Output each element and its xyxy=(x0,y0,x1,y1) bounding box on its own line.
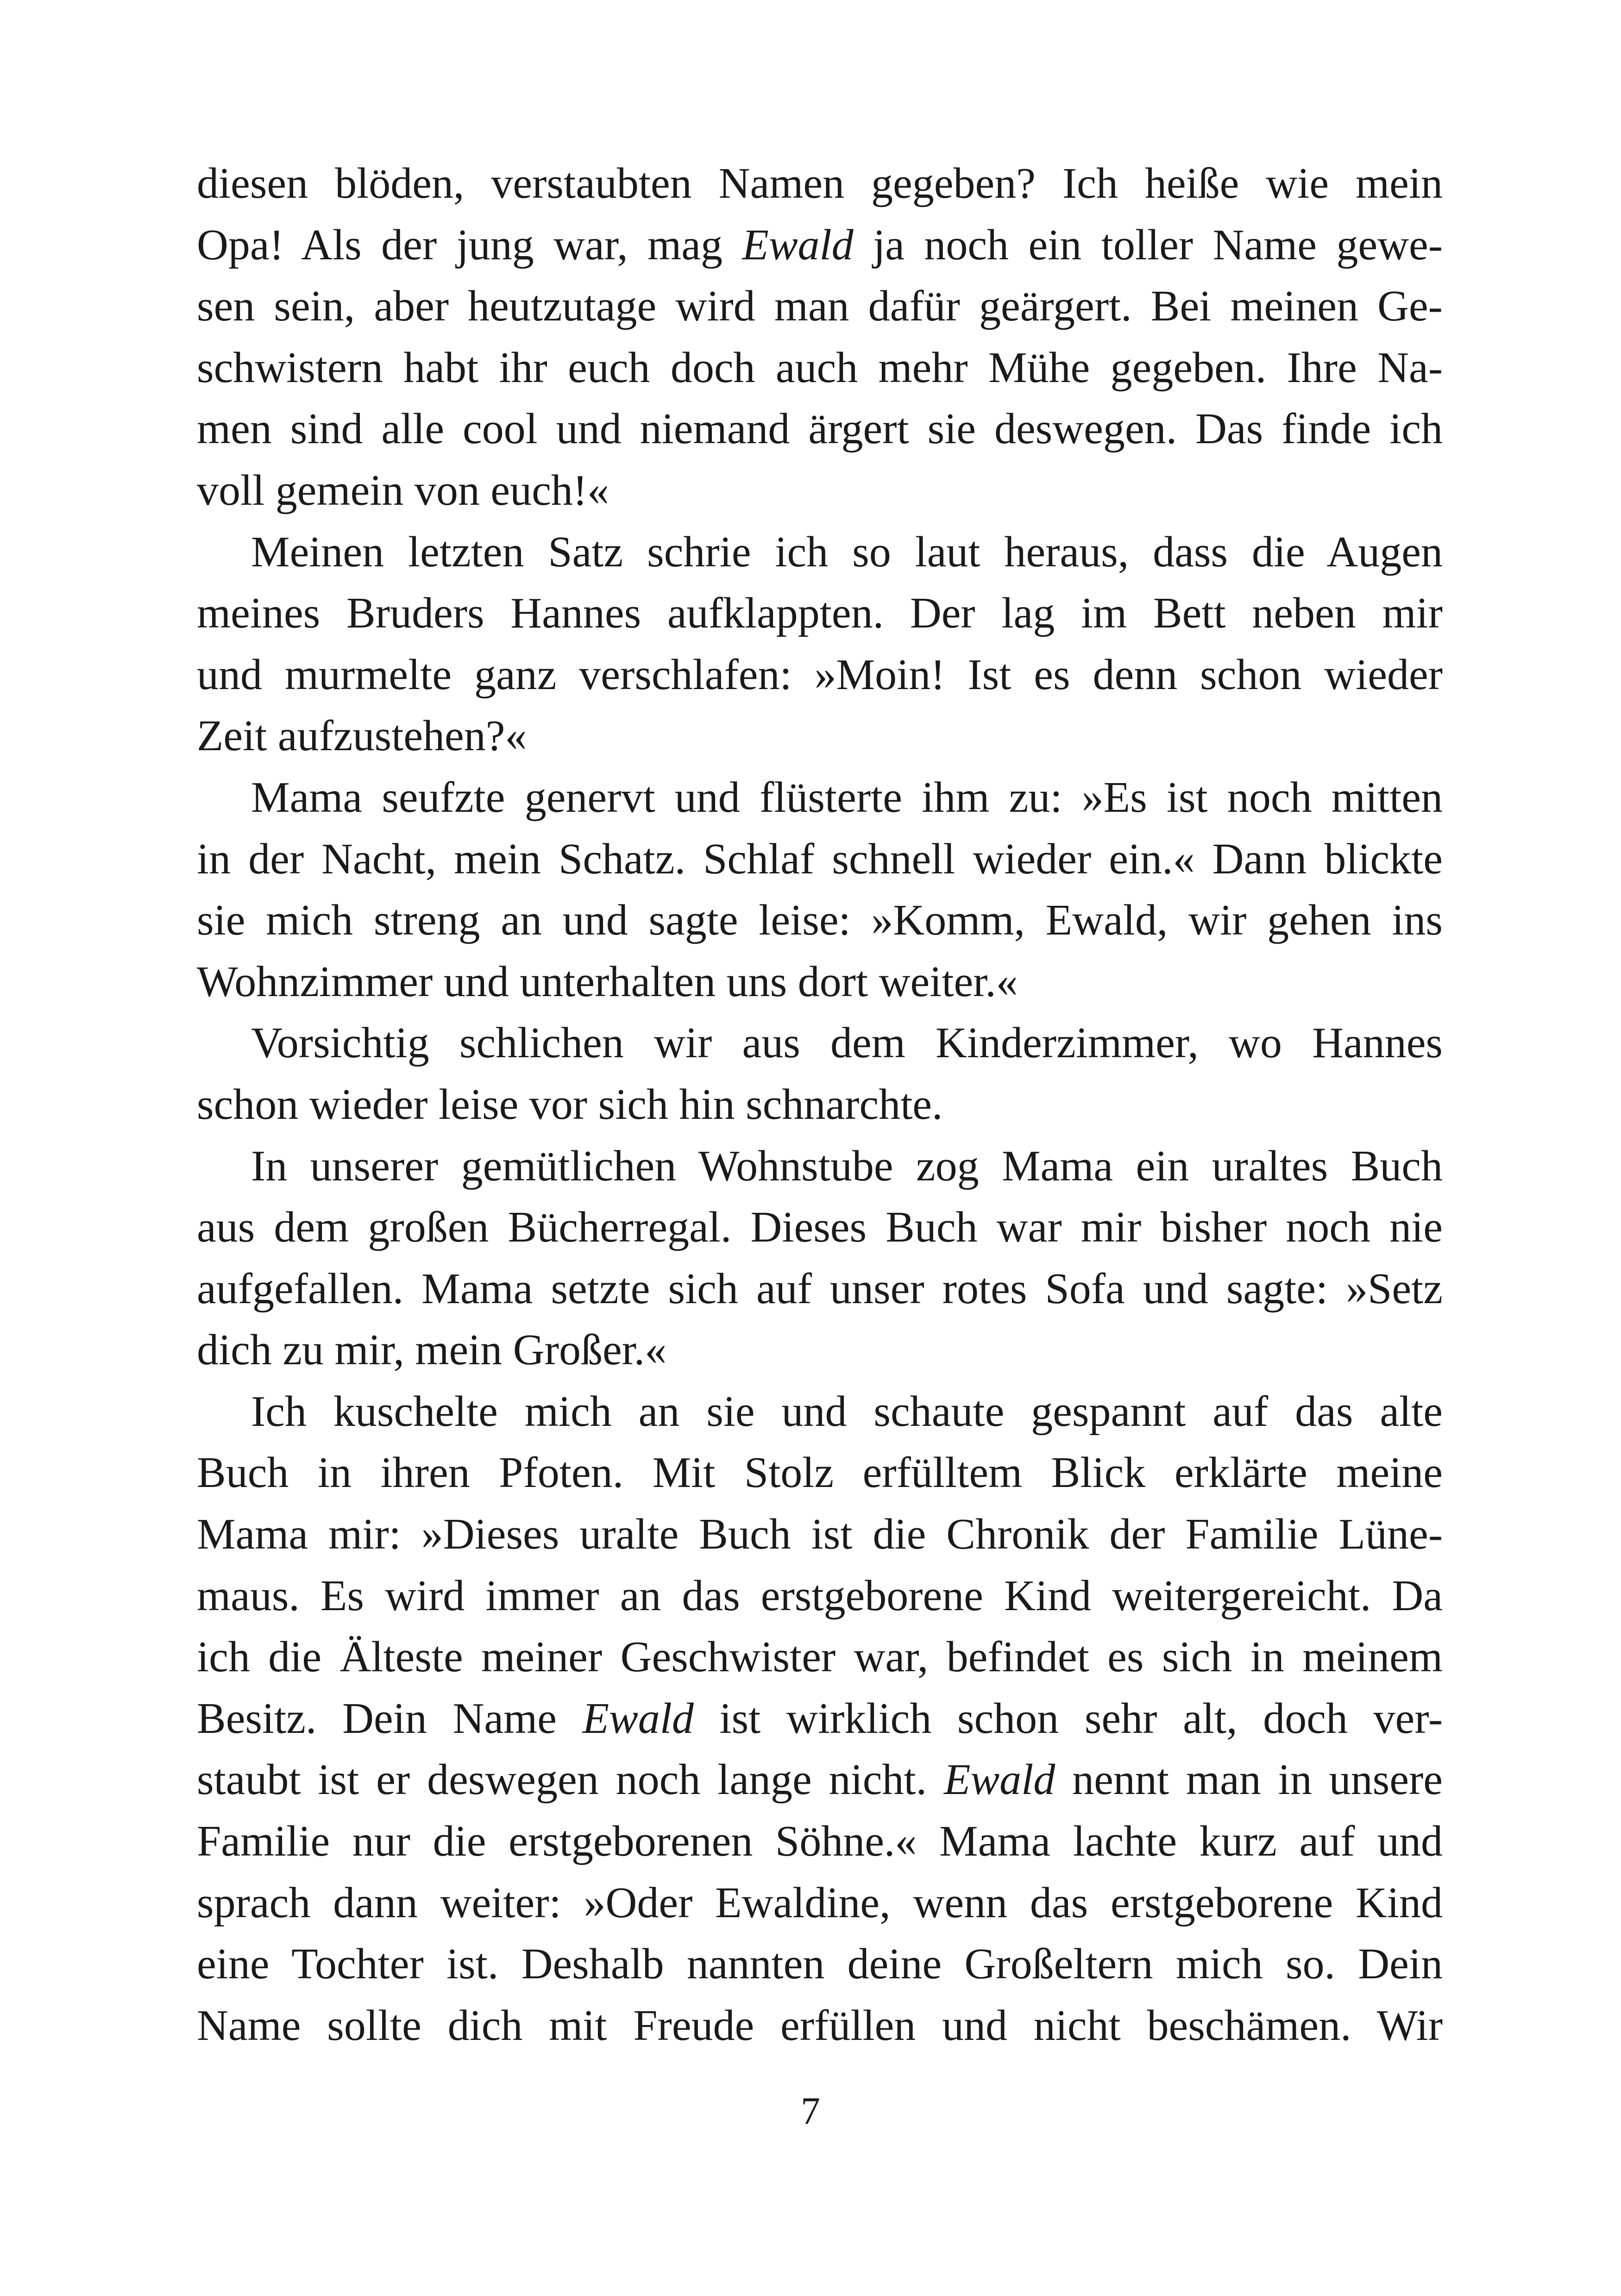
text-line: und murmelte ganz verschlafen: »Moin! Ist es denn schon wieder xyxy=(197,650,1443,699)
text-line: schon wieder leise vor sich hin schnarchte. xyxy=(197,1080,943,1129)
text-line: men sind alle cool und niemand ärgert sie deswegen. Das finde ich xyxy=(197,405,1443,453)
text-line: dich zu mir, mein Großer.« xyxy=(197,1326,667,1374)
text-line: sprach dann weiter: »Oder Ewaldine, wenn das erstgeborene Kind xyxy=(197,1878,1443,1927)
text-line: ich die Älteste meiner Geschwister war, befindet es sich in meinem xyxy=(197,1633,1443,1681)
text-line: Opa! Als der jung war, mag Ewald ja noch ein toller Name gewe- xyxy=(197,220,1443,269)
text-line: Meinen letzten Satz schrie ich so laut heraus, dass die Augen xyxy=(251,527,1443,576)
text-line: Wohnzimmer und unterhalten uns dort weiter.« xyxy=(197,957,1018,1006)
text-line: Name sollte dich mit Freude erfüllen und nicht beschämen. Wir xyxy=(197,2001,1443,2050)
text-line: Mama seufzte genervt und flüsterte ihm zu: »Es ist noch mitten xyxy=(251,773,1443,822)
text-line: eine Tochter ist. Deshalb nannten deine Großeltern mich so. Dein xyxy=(197,1940,1443,1989)
text-line: in der Nacht, mein Schatz. Schlaf schnell wieder ein.« Dann blickte xyxy=(197,834,1443,883)
italic-name: Ewald xyxy=(742,220,854,269)
text-line: Vorsichtig schlichen wir aus dem Kinderzimmer, wo Hannes xyxy=(251,1019,1443,1067)
text-line: aus dem großen Bücherregal. Dieses Buch war mir bisher noch nie xyxy=(197,1203,1443,1252)
text-line: Buch in ihren Pfoten. Mit Stolz erfülltem Blick erklärte meine xyxy=(197,1449,1443,1497)
page-number: 7 xyxy=(801,2089,820,2133)
text-line: Familie nur die erstgeborenen Söhne.« Mama lachte kurz auf und xyxy=(197,1817,1443,1866)
text-line: aufgefallen. Mama setzte sich auf unser rotes Sofa und sagte: »Setz xyxy=(197,1264,1443,1313)
text-line: sie mich streng an und sagte leise: »Komm, Ewald, wir gehen ins xyxy=(197,896,1443,945)
text-line: meines Bruders Hannes aufklappten. Der lag im Bett neben mir xyxy=(197,589,1443,638)
italic-name: Ewald xyxy=(582,1694,694,1743)
body-text xyxy=(197,153,1443,2056)
text-line: voll gemein von euch!« xyxy=(197,466,609,514)
text-line: diesen blöden, verstaubten Namen gegeben? Ich heiße wie mein xyxy=(197,159,1443,207)
text-line: Mama mir: »Dieses uralte Buch ist die Chronik der Familie Lüne- xyxy=(197,1510,1443,1559)
text-line: staubt ist er deswegen noch lange nicht. Ewald nennt man in unsere xyxy=(197,1756,1443,1804)
text-line: Ich kuschelte mich an sie und schaute gespannt auf das alte xyxy=(251,1387,1443,1436)
text-line: maus. Es wird immer an das erstgeborene Kind weitergereicht. Da xyxy=(197,1571,1443,1620)
italic-name: Ewald xyxy=(944,1756,1056,1804)
text-line: In unserer gemütlichen Wohnstube zog Mama ein uraltes Buch xyxy=(251,1142,1443,1190)
text-line: Zeit aufzustehen?« xyxy=(197,712,527,760)
text-line: schwistern habt ihr euch doch auch mehr Mühe gegeben. Ihre Na- xyxy=(197,343,1443,392)
text-line: Besitz. Dein Name Ewald ist wirklich schon sehr alt, doch ver- xyxy=(197,1694,1443,1743)
text-line: sen sein, aber heutzutage wird man dafür geärgert. Bei meinen Ge- xyxy=(197,282,1443,331)
